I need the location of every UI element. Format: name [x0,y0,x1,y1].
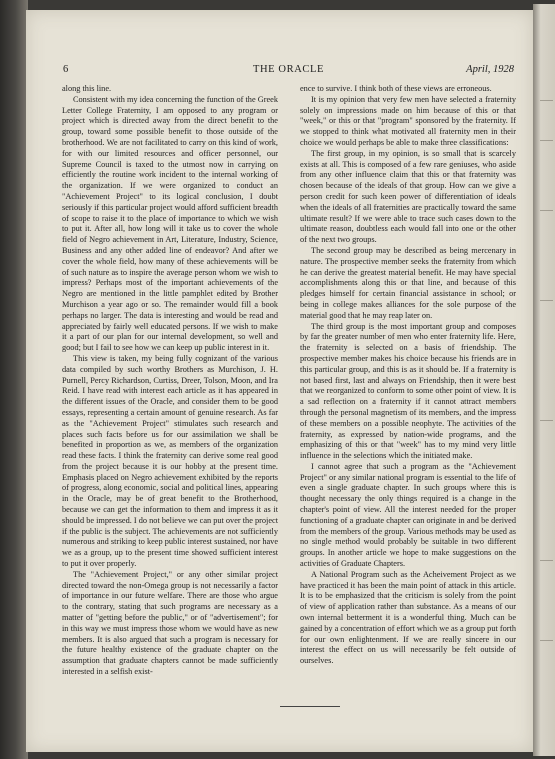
paragraph: The first group, in my opinion, is so small that is scarcely exists at all. This is composed of a few rare geniuses, who aside from any other influence claim that this or that fraternity was chosen because of the ideals of that group. How can we give a person credit for such keen power of differentiation of ideals when the ideals of all fraternities are practically toward the same ultimate result? If we were able to trace such cases down to the ultimate reason, doubtless each would fall into one or the other of the next two groups. [300,148,516,245]
paragraph: ence to survive. I think both of these views are erroneous. [300,84,492,93]
paragraph: The "Achievement Project," or any other similar project directed toward the non-Omega group is not necessarily a factor of importance in our future welfare. There are those who argue to the contrary, stating that such programs are necessary as a matter of "getting before the public," or of "advertisement"; for in this way we must impress those whom we would have as new members. It is also argued that such a program is necessary for the future healthy existence of the graduate chapter on the assumption that graduate chapters cannot be made sufficiently interested in a selfish exist- [62,569,278,677]
bleed-line [540,140,553,141]
bleed-line [540,100,553,101]
paragraph: Consistent with my idea concerning the function of the Greek Letter College Fraternity, I am opposed to any program or project which is directed away from the direct benefit to the group, toward some possible benefit to those outside of the brotherhood. We are not facilitated to carry on this kind of work, for with our limited resources and officer personnel, our Supreme Council is taxed to the utmost now in carrying on efficiently the routine work incident to the internal working of the organization. If we were organized to conduct an "Achievement Project" to its logical conclusion, I doubt seriously if this particular project would afford sufficient breadth of scope to raise it to the place of importance to which we wish to put it. After all, how long will it take us to cover the whole field of Negro achievement in Art, Literature, Industry, Science, Business and any other added line of endeavor? And after we cover the whole field, how many of these achievements will be of such nature as to inspire the average person whom we wish to impress? Perhaps most of the important achievements of the Negro are mentioned in the little pamphlet edited by Brother Murchison a year ago or so. The remainder would fill a book perhaps no larger. The data is interesting and would be read and appreciated by fairly well educated persons. If we wish to make it a part of our plan for our internal development, so well and good; but I fail to see how we can keep up public interest in it. [62,94,278,353]
paragraph: It is my opinion that very few men have selected a fraternity solely on impressions made on him because of this or that "week," or this or that "program" sponsored by the fraternity. If we stopped to think what motivated all fraternity men in their choice we would perhaps be able to make three classifications: [300,94,516,147]
paragraph: along this line. [62,84,112,93]
adjacent-page-edge [533,4,555,756]
issue-date: April, 1928 [466,64,514,75]
bleed-line [540,300,553,301]
page-number: 6 [63,64,69,75]
paragraph: I cannot agree that such a program as the "Achievement Project" or any similar national program is essential to the life of even a single graduate chapter. In such groups where this is thought necessary the only things required is a change in the chapter's point of view. All the interest needed for the proper functioning of a graduate chapter can originate in and be derived from the members of the group. Various methods may be used as no single method would probably be suitable in two different groups. In another article we hope to make suggestions on the activities of Graduate Chapters. [300,461,516,569]
bleed-line [540,640,553,641]
paragraph: The third group is the most important group and composes by far the greater number of men who enter fraternity life. Here, the fraternity is selected on a basis of friendship. The prospective member makes his choice because his friends are in this particular group, and this is as it should be. If a fraternity is not based first, last and always on Friendship, then it were best that we reorganized to conform to some other point of view. It is a sad reflection on a fraternity if it cannot attract members through the personal magnetism of its members, and the impress of these members on a possible neophyte. The activities of the fraternity, as expressed by nation-wide programs, and the emphasizing of this or that "week" has to my mind very little influence in the selections which the initiated make. [300,321,516,461]
book-binding [0,0,28,759]
end-rule [280,706,340,707]
paragraph: This view is taken, my being fully cognizant of the various data compiled by such worthy Brothers as Murchison, J. H. Purnell, Percy Richardson, Curtiss, Dreer, Tolson, Moon, and Ira Reid. I have read with interest each article as it has appeared in the different issues of the Oracle, and consider them to be good essays, representing a certain amount of genuine research. As far as the "Achievement Project" stimulates such research and places such facts before us for our assimilation we shall be benefited in proportion as we, as members of the organization read these facts. I think the fraternity can derive some real good from the project because it is our hobby at the present time. Emphasis placed on Negro achievement exhibited by the reports of progress, along economic, social and political lines, appearing in the Oracle, may be of great benefit to the Brotherhood, because we can get the information to them and impress it as it should be impressed. I do not believe we can put over the project if the public is the subject. The achievements are not sufficiently numerous and striking to keep public interest sustained, nor have we as a group, up to the present time showed sufficient interest to put it over properly. [62,353,278,569]
bleed-line [540,560,553,561]
bleed-line [540,420,553,421]
right-column [300,84,516,690]
publication-title: THE ORACLE [252,64,325,75]
paragraph: A National Program such as the Acheivement Project as we have practiced it has been the main point of attack in this article. It is to be emphasized that the criticism is solely from the point of view of application rather than substance. As a means of our own internal betterment it is a wonderful thing. Much can be gained by a concentration of effort which we as a group put forth for our own enlightenment. If we are really sincere in our interest the effect on us will necessarily be felt outside of ourselves. [300,569,516,666]
bleed-line [540,210,553,211]
running-header [63,64,514,78]
paragraph: The second group may be described as being mercenary in nature. The prospective member seeks the fraternity from which he can derive the greatest material benefit. He may have special accomplishments along this or that line, and because of this pledges himself for certain financial assistance in school; or being in college makes alliances for the sole purpose of the material good that he may reap later on. [300,245,516,320]
left-column [62,84,278,690]
